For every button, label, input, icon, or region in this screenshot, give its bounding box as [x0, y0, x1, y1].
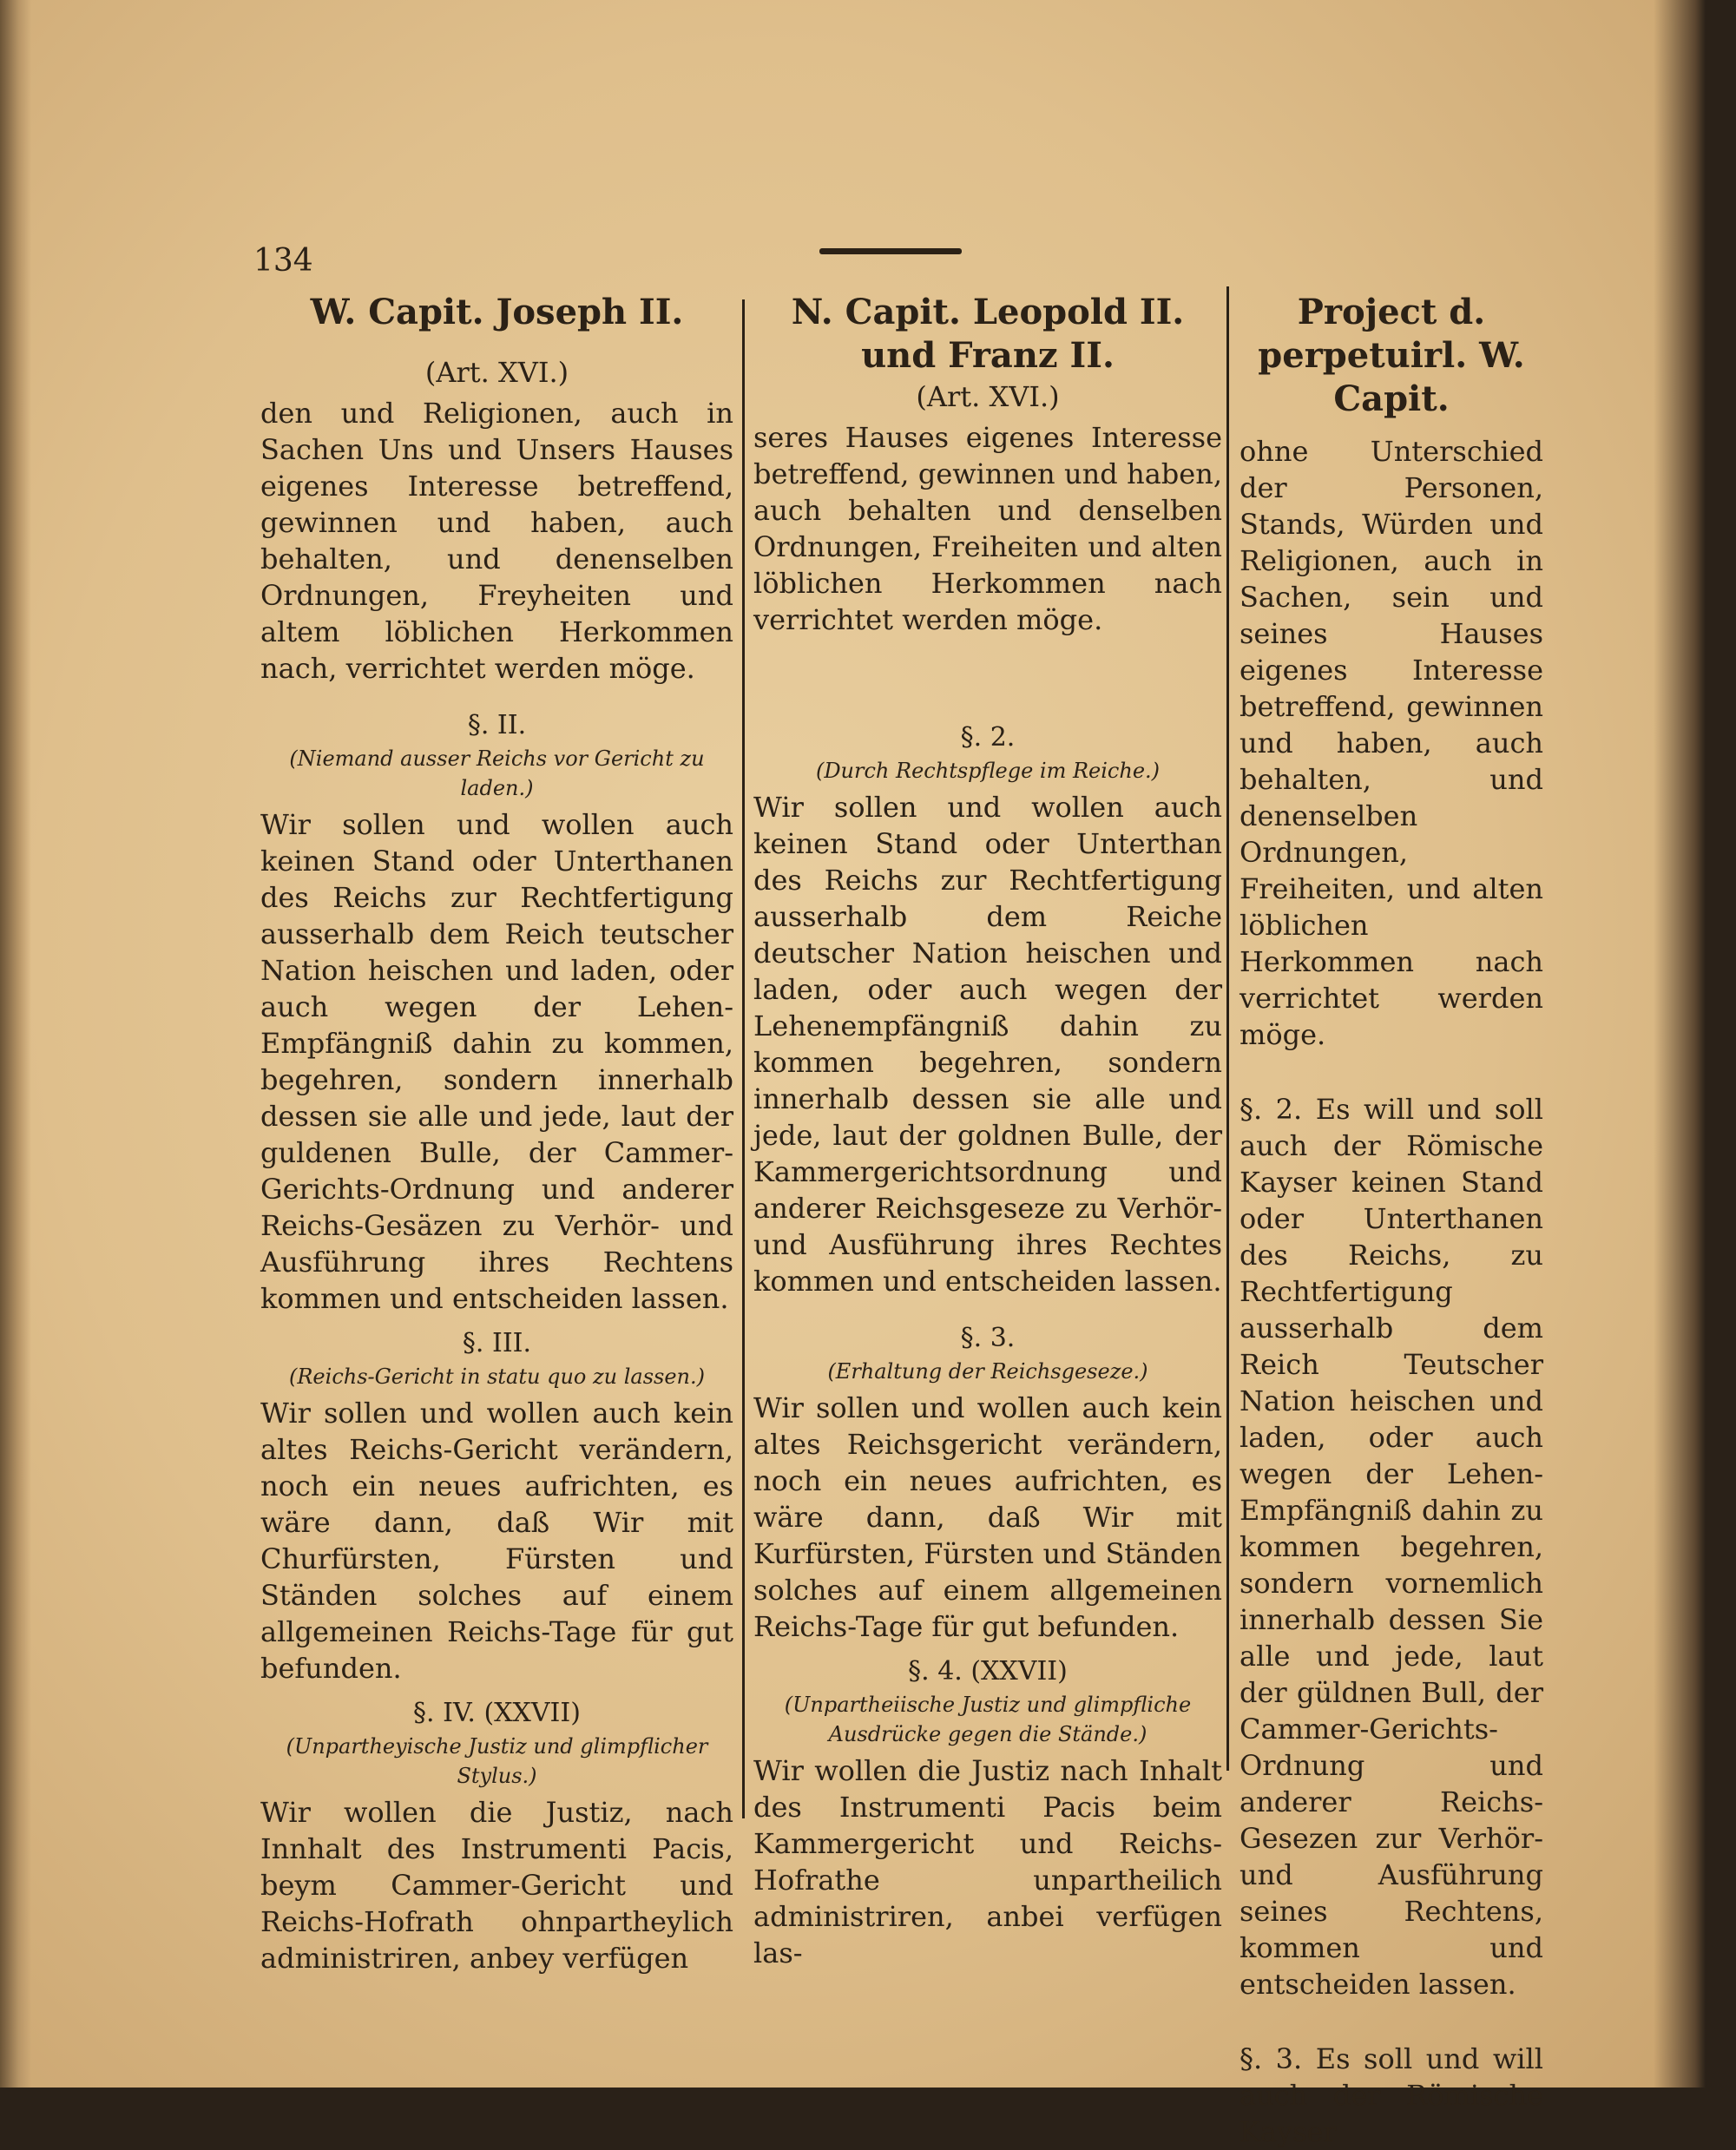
paragraph: Wir sollen und wollen auch keinen Stand oder Unterthanen des Reichs zur Rechtfertigung ausserhalb dem Reich teutscher Nation heischen und laden, oder auch wegen der Lehen-Empfängniß dahin zu kommen, begehren, sondern innerhalb dessen sie alle und jede, laut der guldenen Bulle, der Cammer-Gerichts-Ordnung und anderer Reichs-Gesäzen zu Verhör- und Ausführung ihres Rechtens kommen und entscheiden lassen.: [260, 808, 733, 1315]
section-rubric: (Reichs-Gericht in statu quo zu lassen.): [289, 1364, 705, 1389]
article-label: (Art. XVI.): [916, 380, 1060, 413]
column-title: W. Capit. Joseph II.: [310, 292, 684, 332]
paragraph: Wir sollen und wollen auch keinen Stand oder Unterthan des Reichs zur Rechtfertigung ausserhalb dem Reiche deutscher Nation heischen und laden, oder auch wegen der Lehenempfängniß dahin zu kommen begehren, sondern innerhalb dessen sie alle und jede, laut der goldnen Bulle, der Kammergerichtsordnung und anderer Reichsgeseze zu Verhör- und Ausführung ihres Rechtes kommen und entscheiden lassen.: [753, 791, 1222, 1298]
paragraph: Wir sollen und wollen auch kein altes Reichs-Gericht verändern, noch ein neues aufrichten, es wäre dann, daß Wir mit Churfürsten, Fürsten und Ständen solches auf einem allgemeinen Reichs-Tage für gut befunden.: [260, 1397, 733, 1685]
section-rubric: (Erhaltung der Reichsgeseze.): [827, 1359, 1148, 1384]
paragraph: Wir wollen die Justiz, nach Innhalt des Instrumenti Pacis, beym Cammer-Gericht und Reichs-Hofrath ohnpartheylich administriren, anbey verfügen: [260, 1796, 733, 1975]
paragraph: §. 3. Es soll und will auch der Römische Kayser: [1240, 2042, 1543, 2148]
section-heading: §. II.: [467, 710, 527, 740]
paragraph: Wir wollen die Justiz nach Inhalt des Instrumenti Pacis beim Kammergericht und Reichs-Hofrathe unpartheilich administriren, anbei verfügen las-: [753, 1754, 1222, 1969]
column-divider-right: [1226, 286, 1229, 1771]
page-number: 134: [253, 243, 313, 279]
section-heading: §. 3.: [960, 1323, 1016, 1353]
section-heading: §. III.: [462, 1328, 532, 1358]
paragraph: §. 2. Es will und soll auch der Römische Kayser keinen Stand oder Unterthanen des Reichs, zu Rechtfertigung ausserhalb dem Reich Teutscher Nation heischen und laden, oder auch wegen der Lehen-Empfängniß dahin zu kommen begehren, sondern vornemlich innerhalb dessen Sie alle und jede, laut der güldnen Bull, der Cammer-Gerichts-Ordnung und anderer Reichs-Gesezen zur Verhör- und Ausführung seines Rechtens, kommen und entscheiden lassen.: [1240, 1093, 1543, 2001]
column-leopold-franz: [753, 291, 1222, 1971]
section-rubric: (Niemand ausser Reichs vor Gericht zu laden.): [289, 746, 705, 800]
column-divider-left: [742, 299, 745, 1818]
page-edge-shadow: [1654, 0, 1706, 2088]
column-perpetual-project: [1240, 291, 1543, 2150]
article-label: (Art. XVI.): [424, 356, 569, 389]
page-gutter: [0, 0, 31, 2088]
column-title: N. Capit. Leopold II. und Franz II.: [791, 292, 1185, 376]
header-rule: [819, 248, 962, 254]
paragraph: ohne Unterschied der Personen, Stands, Würden und Religionen, auch in Sachen, sein und seines Hauses eigenes Interesse betreffend, gewinnen und haben, auch behalten, und denenselben Ordnungen, Freiheiten, und alten löblichen Herkommen nach verrichtet werden möge.: [1240, 435, 1543, 1051]
section-rubric: (Durch Rechtspflege im Reiche.): [815, 759, 1161, 783]
section-rubric: (Unpartheiische Justiz und glimpfliche Ausdrücke gegen die Stände.): [784, 1693, 1192, 1746]
column-title: Project d. perpetuirl. W. Capit.: [1258, 292, 1525, 419]
paragraph: Wir sollen und wollen auch kein altes Reichsgericht verändern, noch ein neues aufrichten, es wäre dann, daß Wir mit Kurfürsten, Fürsten und Ständen solches auf einem allgemeinen Reichs-Tage für gut befunden.: [753, 1391, 1222, 1643]
column-joseph-ii: [260, 291, 733, 1976]
section-heading: §. IV. (XXVII): [413, 1698, 581, 1728]
paragraph: den und Religionen, auch in Sachen Uns und Unsers Hauses eigenes Interesse betreffend, gewinnen und haben, auch behalten, und denenselben Ordnungen, Freyheiten und altem löblichen Herkommen nach, verrichtet werden möge.: [260, 397, 733, 685]
section-heading: §. 2.: [960, 722, 1016, 753]
section-rubric: (Unpartheyische Justiz und glimpflicher Stylus.): [286, 1734, 708, 1788]
paragraph: seres Hauses eigenes Interesse betreffend, gewinnen und haben, auch behalten und denselben Ordnungen, Freiheiten und alten löblichen Herkommen nach verrichtet werden möge.: [753, 421, 1222, 636]
section-heading: §. 4. (XXVII): [908, 1656, 1068, 1686]
